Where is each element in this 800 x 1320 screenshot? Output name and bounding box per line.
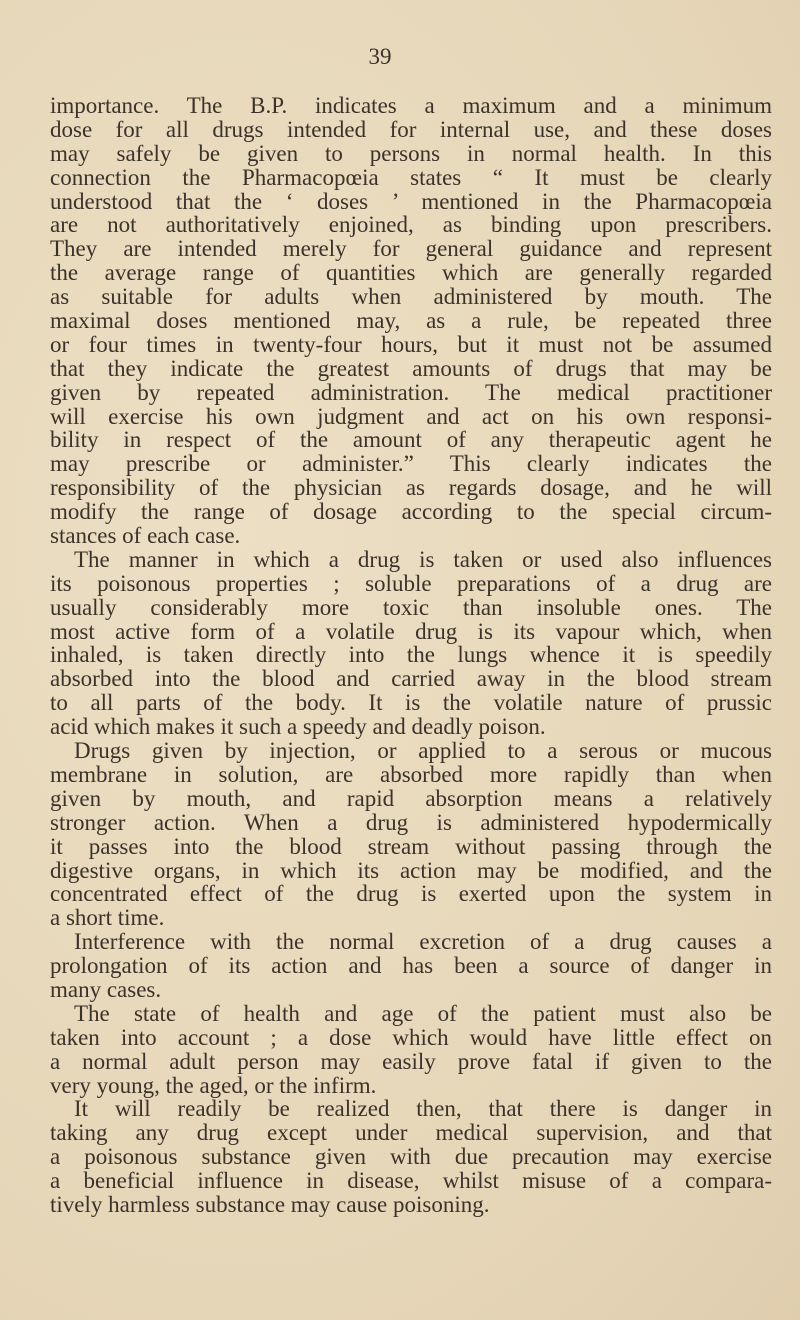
text-line: may prescribe or administer.” This clearly indicates the <box>50 451 772 477</box>
text-line: given by mouth, and rapid absorption means a relatively <box>50 785 772 811</box>
page-number: 39 <box>368 44 392 69</box>
text-line: the average range of quantities which are generally regarded <box>50 260 772 286</box>
text-line: inhaled, is taken directly into the lungs whence it is speedily <box>50 642 772 668</box>
body-text <box>50 94 772 1217</box>
text-line: may safely be given to persons in normal health. In this <box>50 140 772 166</box>
text-line: very young, the aged, or the infirm. <box>50 1072 377 1098</box>
text-line: maximal doses mentioned may, as a rule, be repeated three <box>50 308 772 334</box>
text-line: most active form of a volatile drug is its vapour which, when <box>50 618 772 644</box>
text-line: as suitable for adults when administered by mouth. The <box>50 284 772 310</box>
text-line: will exercise his own judgment and act on his own responsi- <box>50 403 772 429</box>
text-line: acid which makes it such a speedy and deadly poison. <box>50 714 546 740</box>
text-line: bility in respect of the amount of any therapeutic agent he <box>50 427 772 453</box>
text-line: modify the range of dosage according to the special circum- <box>50 499 772 525</box>
text-line: a normal adult person may easily prove fatal if given to the <box>50 1048 772 1074</box>
text-line: or four times in twenty-four hours, but it must not be assumed <box>50 331 772 357</box>
text-line: It will readily be realized then, that there is danger in <box>74 1096 772 1122</box>
text-line: understood that the ‘ doses ’ mentioned in the Pharmacopœia <box>50 188 772 214</box>
text-line: usually considerably more toxic than insoluble ones. The <box>50 594 772 620</box>
text-line: The manner in which a drug is taken or used also influences <box>74 546 772 572</box>
text-line: The state of health and age of the patient must also be <box>74 1000 772 1026</box>
text-line: Drugs given by injection, or applied to a serous or mucous <box>74 738 772 764</box>
text-line: its poisonous properties ; soluble preparations of a drug are <box>50 570 772 596</box>
text-line: are not authoritatively enjoined, as binding upon prescribers. <box>50 212 772 238</box>
text-line: taken into account ; a dose which would have little effect on <box>50 1024 772 1050</box>
text-line: prolongation of its action and has been a source of danger in <box>50 953 772 979</box>
text-line: that they indicate the greatest amounts of drugs that may be <box>50 355 772 381</box>
text-line: stronger action. When a drug is administered hypodermically <box>50 809 772 835</box>
text-line: a short time. <box>50 905 165 931</box>
text-line: membrane in solution, are absorbed more rapidly than when <box>50 761 772 787</box>
text-line: it passes into the blood stream without passing through the <box>50 833 772 859</box>
text-line: digestive organs, in which its action may be modified, and the <box>50 857 772 883</box>
text-line: concentrated effect of the drug is exerted upon the system in <box>50 881 772 907</box>
text-line: to all parts of the body. It is the volatile nature of prussic <box>50 690 772 716</box>
text-line: many cases. <box>50 976 162 1002</box>
text-line: given by repeated administration. The medical practitioner <box>50 379 772 405</box>
text-line: stances of each case. <box>50 523 241 549</box>
text-line: dose for all drugs intended for internal use, and these doses <box>50 116 772 142</box>
text-line: tively harmless substance may cause poisoning. <box>50 1191 490 1217</box>
text-line: a beneficial influence in disease, whilst misuse of a compara- <box>50 1168 772 1194</box>
text-line: connection the Pharmacopœia states “ It must be clearly <box>50 164 772 190</box>
text-line: importance. The B.P. indicates a maximum and a minimum <box>50 93 772 118</box>
text-line: taking any drug except under medical supervision, and that <box>50 1120 772 1146</box>
text-line: absorbed into the blood and carried away in the blood stream <box>50 666 772 692</box>
text-line: They are intended merely for general guidance and represent <box>50 236 772 262</box>
text-line: a poisonous substance given with due precaution may exercise <box>50 1144 772 1170</box>
text-line: responsibility of the physician as regards dosage, and he will <box>50 475 772 501</box>
text-line: Interference with the normal excretion of a drug causes a <box>74 929 772 955</box>
